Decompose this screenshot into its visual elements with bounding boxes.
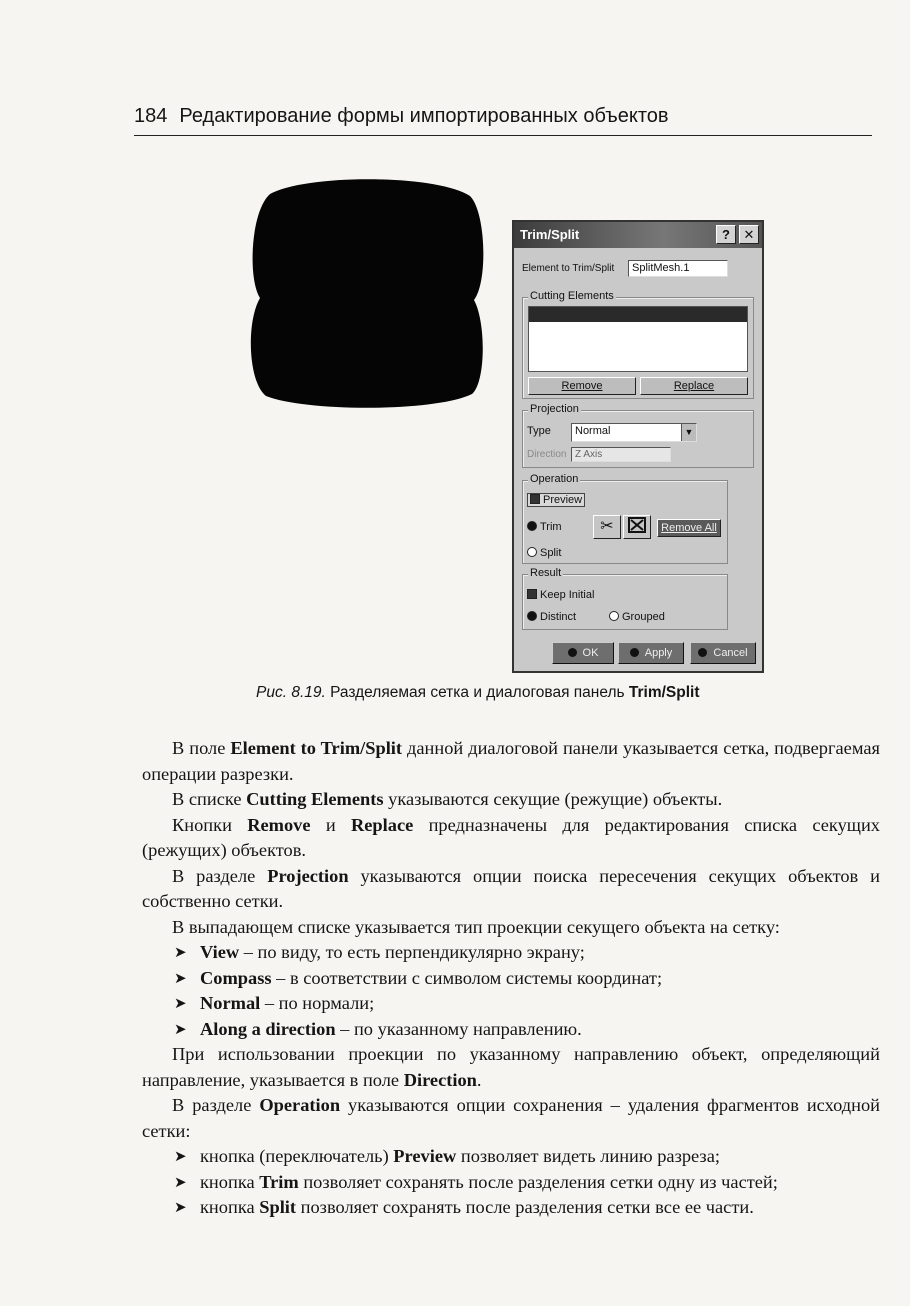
text: кнопка	[200, 1171, 260, 1192]
caption-prefix: Рис. 8.19.	[256, 684, 326, 701]
term: Direction	[403, 1069, 477, 1090]
preview-toggle[interactable]	[527, 493, 585, 507]
term: Operation	[259, 1095, 341, 1115]
term: Remove	[247, 814, 311, 835]
text: указываются опции сохранения – удаления фрагментов исходной сетки:	[142, 1095, 880, 1141]
operation-group	[522, 473, 728, 564]
keep-initial-option[interactable]	[527, 589, 594, 601]
text: кнопка (переключатель)	[200, 1146, 394, 1166]
apply-label: Apply	[644, 647, 673, 659]
trim-tools	[593, 515, 653, 539]
element-label: Element to Trim/Split	[522, 263, 615, 274]
text: указываются опции поиска пересечения секущих объектов и собственно сетки.	[142, 865, 880, 911]
projection-label: Projection	[530, 403, 579, 415]
term: Cutting Elements	[246, 789, 384, 809]
apply-button[interactable]	[618, 642, 684, 664]
result-group	[522, 567, 728, 630]
ok-icon	[568, 648, 577, 657]
text: – по виду, то есть перпендикулярно экрану;	[239, 942, 585, 962]
paragraph: В выпадающем списке указывается тип проекции секущего объекта на сетку:	[172, 916, 780, 937]
split-tool-icon[interactable]	[623, 515, 651, 539]
type-value: Normal	[575, 425, 611, 437]
ok-button[interactable]	[552, 642, 614, 664]
list-item	[174, 991, 880, 1017]
distinct-radio[interactable]	[527, 611, 537, 621]
list-item	[174, 1195, 880, 1221]
direction-input[interactable]: Z Axis	[571, 447, 671, 462]
cancel-button[interactable]	[690, 642, 756, 664]
paragraph	[142, 736, 880, 787]
page-number: 184	[134, 105, 168, 127]
text: позволяет видеть линию разреза;	[456, 1146, 720, 1166]
running-header	[134, 102, 872, 136]
caption-bold: Trim/Split	[628, 684, 700, 701]
preview-label: Preview	[543, 494, 583, 506]
trim-option[interactable]	[527, 521, 562, 533]
term: Projection	[267, 865, 349, 886]
term: Along a direction	[200, 1018, 336, 1039]
text: и	[310, 814, 351, 835]
cutting-elements-label: Cutting Elements	[530, 290, 614, 302]
chapter-title: Редактирование формы импортированных объектов	[179, 105, 669, 127]
apply-icon	[630, 648, 639, 657]
paragraph	[142, 1093, 880, 1144]
direction-label: Direction	[527, 449, 567, 460]
list-item	[174, 1170, 880, 1196]
element-input[interactable]: SplitMesh.1	[628, 260, 728, 277]
paragraph	[142, 787, 880, 813]
paragraph	[142, 864, 880, 915]
trim-split-dialog	[512, 220, 764, 673]
grouped-label: Grouped	[622, 611, 665, 623]
help-button[interactable]: ?	[716, 225, 736, 244]
term: View	[200, 942, 240, 962]
list-selection[interactable]	[529, 307, 747, 322]
text: указываются секущие (режущие) объекты.	[383, 789, 723, 809]
text: – по нормали;	[260, 993, 375, 1013]
text: .	[476, 1069, 482, 1090]
chevron-down-icon[interactable]: ▼	[681, 424, 696, 441]
type-dropdown[interactable]	[571, 423, 697, 442]
split-radio[interactable]	[527, 547, 537, 557]
cancel-icon	[698, 648, 707, 657]
trim-radio[interactable]	[527, 521, 537, 531]
term: Preview	[393, 1146, 457, 1166]
text: В разделе	[172, 865, 268, 886]
preview-checkbox[interactable]	[530, 494, 540, 504]
list-item	[174, 940, 880, 966]
result-label: Result	[530, 567, 562, 579]
paragraph	[142, 813, 880, 864]
grouped-radio[interactable]	[609, 611, 619, 621]
term: Normal	[200, 993, 261, 1013]
text: позволяет сохранять после разделения сетки все ее части.	[296, 1197, 754, 1217]
distinct-option[interactable]	[527, 611, 576, 623]
term: Trim	[259, 1171, 299, 1192]
projection-types-list	[142, 940, 880, 1042]
list-item	[174, 966, 880, 992]
cutting-elements-list[interactable]	[528, 306, 748, 372]
split-option[interactable]	[527, 547, 561, 559]
text: При использовании проекции по указанному направлению объект, определяющий направление, указывается в поле	[142, 1044, 880, 1090]
dialog-titlebar[interactable]	[514, 222, 762, 248]
operation-buttons-list	[142, 1144, 880, 1221]
text: данной диалоговой панели указывается сетка, подвергаемая операции разрезки.	[142, 738, 880, 784]
scissors-icon[interactable]: ✂	[593, 515, 621, 539]
paragraph	[142, 1042, 880, 1093]
term: Element to Trim/Split	[230, 738, 403, 758]
text: – по указанному направлению.	[335, 1018, 582, 1039]
cancel-label: Cancel	[713, 647, 748, 659]
text: позволяет сохранять после разделения сетки одну из частей;	[298, 1171, 778, 1192]
caption-text: Разделяемая сетка и диалоговая панель	[325, 684, 629, 701]
operation-label: Operation	[530, 473, 579, 485]
text: В списке	[172, 789, 247, 809]
close-button[interactable]: ✕	[739, 225, 759, 244]
projection-group	[522, 403, 754, 468]
distinct-label: Distinct	[540, 611, 577, 623]
trim-label: Trim	[540, 521, 562, 533]
cutting-elements-group	[522, 290, 754, 399]
dialog-title: Trim/Split	[520, 227, 580, 242]
keep-initial-checkbox[interactable]	[527, 589, 537, 599]
list-item	[174, 1144, 880, 1170]
remove-all-button[interactable]: Remove All	[657, 519, 721, 537]
term: Replace	[350, 814, 414, 835]
body-text	[142, 736, 880, 1221]
mesh-object-image	[246, 172, 489, 412]
keep-initial-label: Keep Initial	[540, 589, 595, 601]
text: кнопка	[200, 1197, 260, 1217]
text: В разделе	[172, 1095, 260, 1115]
text: предназначены для редактирования списка секущих (режущих) объектов.	[142, 814, 880, 860]
text: Кнопки	[172, 814, 248, 835]
list-item	[174, 1017, 880, 1043]
split-label: Split	[540, 547, 562, 559]
split-tool-graphic	[627, 516, 647, 534]
grouped-option[interactable]	[609, 611, 665, 623]
type-label: Type	[527, 425, 551, 437]
ok-label: OK	[582, 647, 599, 659]
figure-caption	[256, 684, 700, 702]
remove-button[interactable]: Remove	[528, 377, 636, 395]
term: Split	[259, 1197, 297, 1217]
term: Compass	[200, 967, 272, 988]
replace-button[interactable]: Replace	[640, 377, 748, 395]
text: – в соответствии с символом системы координат;	[271, 967, 663, 988]
text: В поле	[172, 738, 231, 758]
